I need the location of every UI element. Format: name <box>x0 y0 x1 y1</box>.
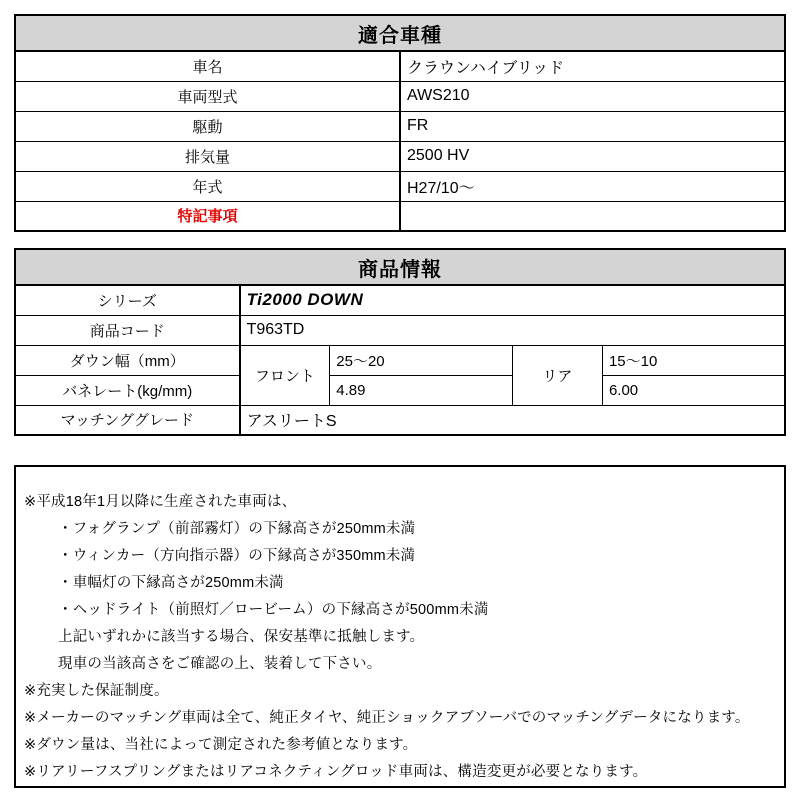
row-label-product-code: 商品コード <box>15 315 240 345</box>
note-line: ・車幅灯の下縁高さが250mm未満 <box>58 575 284 591</box>
row-value-model-code: AWS210 <box>400 81 785 111</box>
row-label-model-code: 車両型式 <box>15 81 400 111</box>
row-label-special-notes: 特記事項 <box>15 201 400 231</box>
note-line: ※充実した保証制度。 <box>24 683 169 699</box>
row-label-down-amount: ダウン幅（mm） <box>15 345 240 375</box>
table-row <box>15 405 785 435</box>
product-table-title-row <box>15 249 785 285</box>
notes-box <box>14 465 786 788</box>
note-line: 現車の当該高さをご確認の上、装着して下さい。 <box>58 656 382 672</box>
row-value-product-code: T963TD <box>240 315 785 345</box>
value-rear-rate: 6.00 <box>602 375 785 405</box>
row-label-matching-grade: マッチンググレード <box>15 405 240 435</box>
vehicle-compatibility-table <box>14 14 786 232</box>
note-line: ※平成18年1月以降に生産された車両は、 <box>24 494 297 510</box>
row-value-series: Ti2000 DOWN <box>240 285 785 315</box>
value-front-down: 25〜20 <box>330 345 512 375</box>
row-value-drivetrain: FR <box>400 111 785 141</box>
row-value-matching-grade: アスリートS <box>240 405 785 435</box>
value-rear-down: 15〜10 <box>602 345 785 375</box>
table-row <box>15 345 785 375</box>
row-value-vehicle-name: クラウンハイブリッド <box>400 51 785 81</box>
row-label-displacement: 排気量 <box>15 141 400 171</box>
vehicle-table-title-row <box>15 15 785 51</box>
row-label-spring-rate: バネレート(kg/mm) <box>15 375 240 405</box>
product-information-table <box>14 248 786 436</box>
table-row <box>15 201 785 231</box>
product-table-title: 商品情報 <box>15 249 785 285</box>
row-value-displacement: 2500 HV <box>400 141 785 171</box>
table-row <box>15 285 785 315</box>
row-label-model-year: 年式 <box>15 171 400 201</box>
axle-label-front: フロント <box>240 345 330 405</box>
value-front-rate: 4.89 <box>330 375 512 405</box>
row-label-vehicle-name: 車名 <box>15 51 400 81</box>
row-label-series: シリーズ <box>15 285 240 315</box>
table-row <box>15 81 785 111</box>
note-line: ※ダウン量は、当社によって測定された参考値となります。 <box>24 737 418 753</box>
table-row <box>15 315 785 345</box>
table-row <box>15 171 785 201</box>
note-line: 上記いずれかに該当する場合、保安基準に抵触します。 <box>58 629 425 645</box>
row-value-model-year: H27/10〜 <box>400 171 785 201</box>
note-line: ※メーカーのマッチング車両は全て、純正タイヤ、純正ショックアブソーバでのマッチングデータになります。 <box>24 710 750 726</box>
row-value-special-notes <box>400 201 785 231</box>
table-row <box>15 375 785 405</box>
note-line: ・ウィンカー（方向指示器）の下縁高さが350mm未満 <box>58 548 416 564</box>
axle-label-rear: リア <box>512 345 602 405</box>
note-line: ・フォグランプ（前部霧灯）の下縁高さが250mm未満 <box>58 521 416 537</box>
table-row <box>15 51 785 81</box>
row-label-drivetrain: 駆動 <box>15 111 400 141</box>
note-line: ・ヘッドライト（前照灯／ロービーム）の下縁高さが500mm未満 <box>58 602 489 618</box>
table-row <box>15 141 785 171</box>
note-line: ※リアリーフスプリングまたはリアコネクティングロッド車両は、構造変更が必要となります。 <box>24 764 648 780</box>
table-row <box>15 111 785 141</box>
vehicle-table-title: 適合車種 <box>15 15 785 51</box>
